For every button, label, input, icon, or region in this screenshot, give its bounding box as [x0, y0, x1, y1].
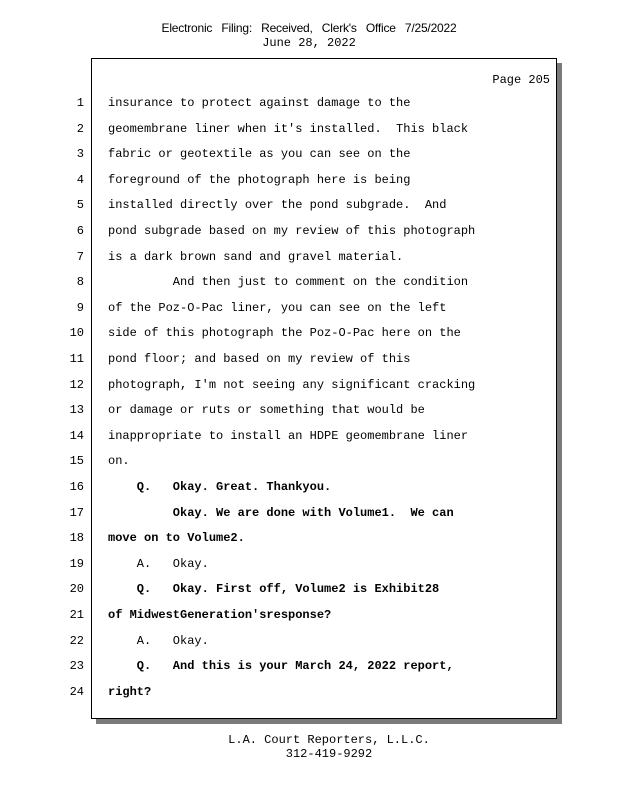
transcript-line — [76, 275, 556, 300]
transcript-line — [69, 454, 556, 479]
transcript-line — [76, 224, 556, 249]
line-number: 7 — [76, 249, 84, 264]
line-number: 19 — [69, 556, 84, 571]
line-text: of MidwestGeneration'sresponse? — [108, 608, 332, 622]
line-text: geomembrane liner when it's installed. This black — [108, 121, 469, 136]
line-number: 2 — [76, 121, 84, 136]
transcript-line — [69, 377, 556, 403]
transcript-line — [76, 96, 556, 121]
footer — [0, 733, 618, 761]
filing-stamp: Electronic Filing: Received, Clerk's Office 7/25/2022 — [161, 21, 457, 35]
transcript-line — [69, 531, 556, 556]
line-number: 13 — [69, 403, 84, 418]
transcript-line — [69, 326, 556, 351]
line-number: 16 — [69, 480, 84, 494]
line-number: 20 — [69, 582, 84, 597]
line-text: fabric or geotextile as you can see on the — [108, 147, 411, 162]
line-number: 11 — [69, 352, 84, 366]
transcript-line — [69, 428, 556, 454]
transcript-line — [69, 633, 556, 659]
line-number: 14 — [69, 428, 84, 443]
line-text: is a dark brown sand and gravel material. — [108, 249, 404, 264]
line-number: 4 — [76, 172, 84, 187]
line-text: foreground of the photograph here is being — [108, 172, 411, 187]
line-text: Q. Okay. Great. Thankyou. — [108, 480, 332, 494]
line-text: And then just to comment on the condition — [108, 275, 469, 290]
transcript-line — [69, 480, 556, 505]
transcript-line — [69, 608, 556, 633]
line-number: 15 — [69, 454, 84, 469]
transcript-line — [76, 198, 556, 223]
line-number: 24 — [69, 684, 84, 699]
line-text: pond subgrade based on my review of this photograph — [108, 224, 476, 238]
line-text: Okay. We are done with Volume1. We can — [108, 505, 454, 520]
line-number: 17 — [69, 505, 84, 520]
transcript-line — [69, 659, 556, 684]
line-text: insurance to protect against damage to the — [108, 96, 411, 110]
line-text: right? — [108, 684, 152, 699]
line-number: 10 — [69, 326, 84, 341]
transcript-line — [76, 121, 556, 147]
transcript-date: June 28, 2022 — [262, 36, 356, 50]
transcript-line — [69, 505, 556, 531]
line-text: inappropriate to install an HDPE geomembrane liner — [108, 428, 469, 443]
line-number: 22 — [69, 633, 84, 648]
transcript-line — [76, 172, 556, 198]
transcript-line — [76, 249, 556, 275]
transcript-line — [76, 147, 556, 172]
line-text: of the Poz-O-Pac liner, you can see on the left — [108, 300, 447, 315]
line-text: move on to Volume2. — [108, 531, 245, 546]
transcript-line — [69, 684, 556, 710]
page-number: Page 205 — [492, 73, 550, 87]
line-text: A. Okay. — [108, 556, 209, 571]
line-number: 3 — [76, 147, 84, 162]
line-text: Q. Okay. First off, Volume2 is Exhibit28 — [108, 582, 440, 597]
transcript-line — [69, 352, 556, 377]
line-text: pond floor; and based on my review of this — [108, 352, 411, 366]
reporter-phone: 312-419-9292 — [285, 747, 373, 761]
transcript-line — [69, 582, 556, 607]
line-number: 6 — [76, 224, 84, 238]
line-text: or damage or ruts or something that would be — [108, 403, 425, 418]
line-text: A. Okay. — [108, 633, 209, 648]
line-text: installed directly over the pond subgrade. And — [108, 198, 447, 213]
line-text: Q. And this is your March 24, 2022 report, — [108, 659, 454, 674]
line-text: photograph, I'm not seeing any significant cracking — [108, 377, 476, 392]
reporter-company: L.A. Court Reporters, L.L.C. — [228, 733, 430, 747]
line-number: 21 — [69, 608, 84, 622]
transcript-page — [69, 58, 557, 719]
line-text: on. — [108, 454, 130, 469]
transcript-line — [69, 403, 556, 428]
transcript-line — [76, 300, 556, 326]
line-number: 9 — [76, 300, 84, 315]
line-number: 8 — [76, 275, 84, 290]
transcript-line — [69, 556, 556, 582]
line-number: 5 — [76, 198, 84, 213]
line-number: 12 — [69, 377, 84, 392]
line-number: 23 — [69, 659, 84, 674]
line-number: 1 — [76, 96, 84, 110]
line-number: 18 — [69, 531, 84, 546]
line-text: side of this photograph the Poz-O-Pac here on the — [108, 326, 461, 341]
